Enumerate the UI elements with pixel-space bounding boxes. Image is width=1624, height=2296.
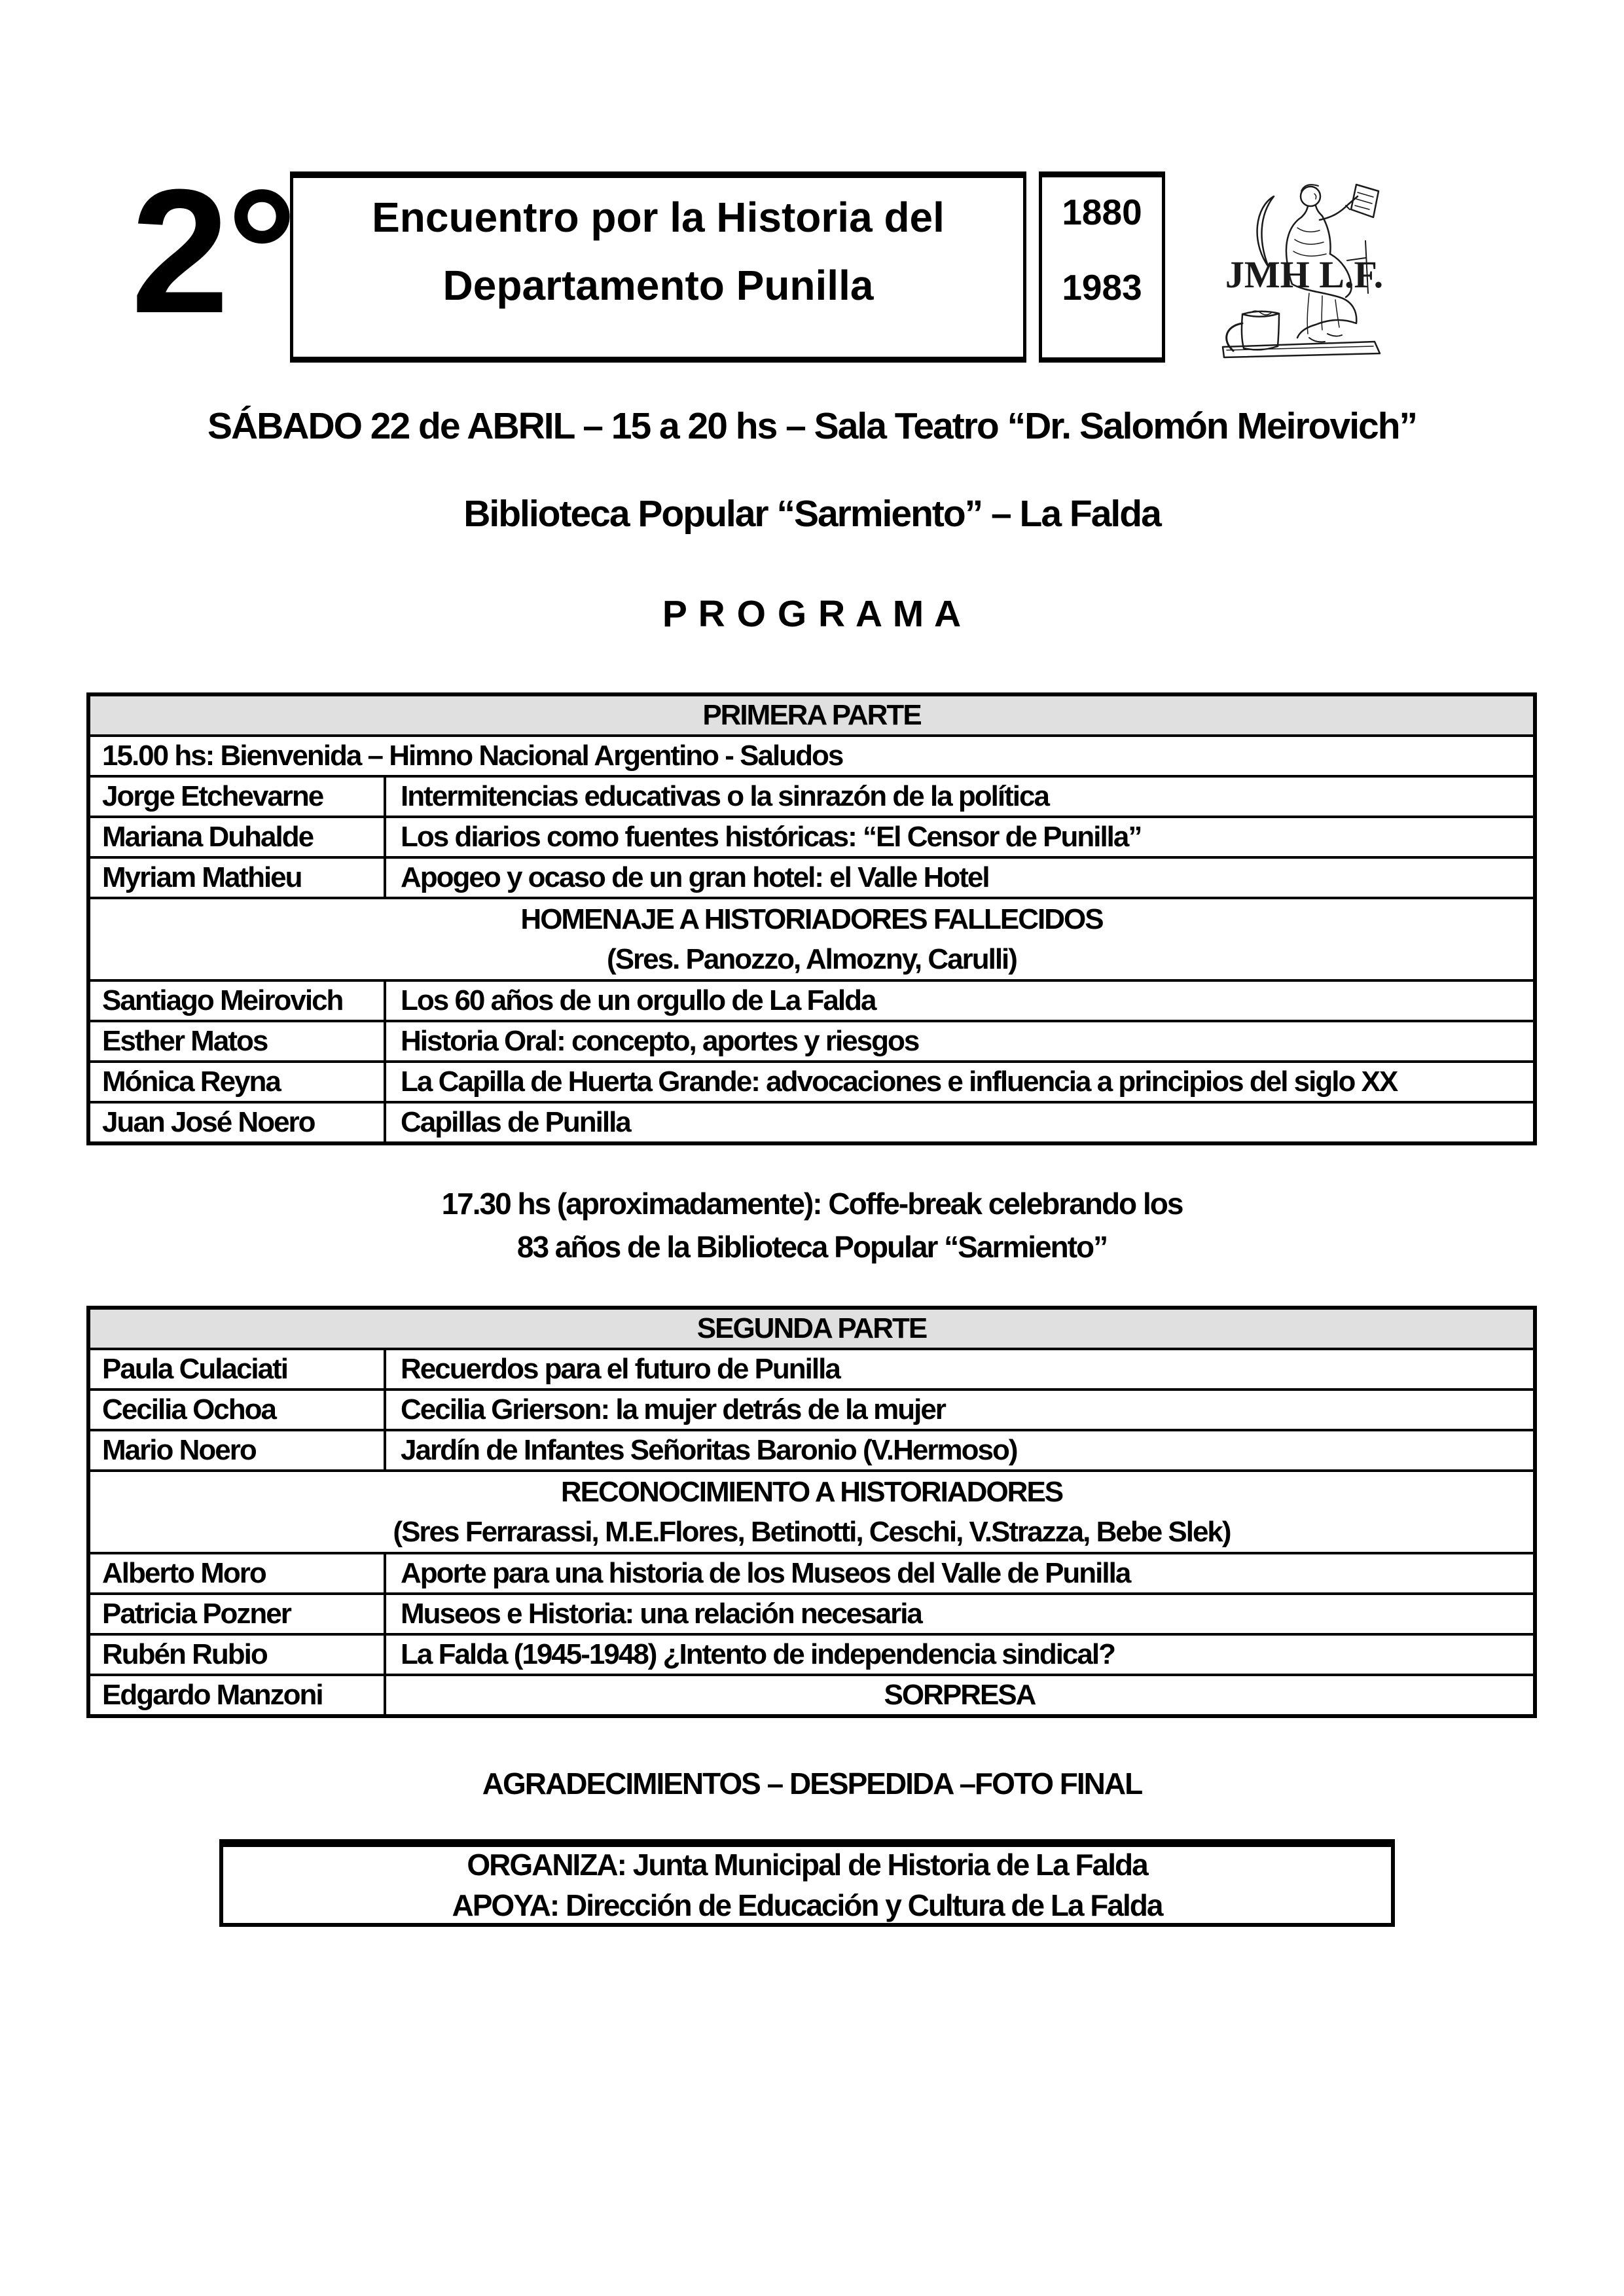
speaker-name: Santiago Meirovich bbox=[90, 982, 386, 1020]
coffee-break-line1: 17.30 hs (aproximadamente): Coffe-break celebrando los bbox=[441, 1187, 1183, 1221]
event-title-line1: Encuentro por la Historia del bbox=[372, 194, 945, 241]
speaker-name: Juan José Noero bbox=[90, 1103, 386, 1141]
talk-title: Apogeo y ocaso de un gran hotel: el Valle Hotel bbox=[401, 861, 989, 893]
table-row bbox=[90, 1391, 1533, 1431]
edition-number: 2° bbox=[131, 153, 295, 350]
table-row bbox=[90, 1636, 1533, 1676]
table-row bbox=[90, 818, 1533, 859]
talk-title: Aporte para una historia de los Museos del Valle de Punilla bbox=[401, 1557, 1130, 1589]
speaker-name: Mónica Reyna bbox=[90, 1063, 386, 1101]
table-row bbox=[90, 1554, 1533, 1595]
closing-line: AGRADECIMIENTOS – DESPEDIDA –FOTO FINAL bbox=[482, 1767, 1142, 1801]
section-heading-line2: (Sres. Panozzo, Almozny, Carulli) bbox=[607, 943, 1017, 975]
talk-title: Los diarios como fuentes históricas: “El Censor de Punilla” bbox=[401, 821, 1142, 853]
talk-title: Jardín de Infantes Señoritas Baronio (V.Hermoso) bbox=[401, 1434, 1017, 1466]
jmhlf-logo bbox=[1211, 162, 1398, 365]
speaker-name: Jorge Etchevarne bbox=[90, 778, 386, 816]
year-top: 1880 bbox=[1062, 192, 1142, 232]
table-row bbox=[90, 859, 1533, 899]
session-note: 15.00 hs: Bienvenida – Himno Nacional Argentino - Saludos bbox=[102, 740, 843, 772]
speaker-name: Mariana Duhalde bbox=[90, 818, 386, 856]
talk-title: Cecilia Grierson: la mujer detrás de la mujer bbox=[401, 1393, 945, 1426]
supporter-line: APOYA: Dirección de Educación y Cultura de La Falda bbox=[452, 1888, 1163, 1922]
speaker-name: Mario Noero bbox=[90, 1431, 386, 1469]
talk-title: La Capilla de Huerta Grande: advocaciones e influencia a principios del siglo XX bbox=[401, 1066, 1398, 1098]
section-heading bbox=[90, 899, 1533, 979]
organizer-box bbox=[219, 1839, 1395, 1927]
talk-title: Museos e Historia: una relación necesaria bbox=[401, 1598, 922, 1630]
table-row bbox=[90, 1103, 1533, 1141]
speaker-name: Edgardo Manzoni bbox=[90, 1676, 386, 1714]
table-row bbox=[90, 778, 1533, 818]
year-bottom: 1983 bbox=[1062, 267, 1142, 308]
organizer-line: ORGANIZA: Junta Municipal de Historia de La Falda bbox=[467, 1848, 1147, 1882]
table-body bbox=[90, 1350, 1533, 1714]
table-row bbox=[90, 1063, 1533, 1103]
years-box bbox=[1039, 171, 1165, 363]
program-table-second-part bbox=[86, 1306, 1537, 1718]
table-header-primera-parte: PRIMERA PARTE bbox=[90, 696, 1533, 737]
section-heading bbox=[90, 1472, 1533, 1552]
event-venue: Biblioteca Popular “Sarmiento” – La Falda bbox=[463, 493, 1161, 535]
table-row bbox=[90, 1022, 1533, 1063]
coffee-break-line2: 83 años de la Biblioteca Popular “Sarmiento” bbox=[516, 1230, 1108, 1264]
coffee-break-note bbox=[0, 1182, 1624, 1268]
event-date-location: SÁBADO 22 de ABRIL – 15 a 20 hs – Sala Teatro “Dr. Salomón Meirovich” bbox=[207, 405, 1417, 447]
table-header-segunda-parte: SEGUNDA PARTE bbox=[90, 1310, 1533, 1350]
talk-title: Los 60 años de un orgullo de La Falda bbox=[401, 984, 876, 1016]
talk-title: SORPRESA bbox=[884, 1679, 1036, 1711]
event-title-box bbox=[290, 171, 1026, 363]
talk-title: Capillas de Punilla bbox=[401, 1106, 630, 1138]
program-heading: P R O G R A M A bbox=[662, 593, 962, 635]
talk-title: La Falda (1945-1948) ¿Intento de independencia sindical? bbox=[401, 1638, 1115, 1670]
talk-title: Intermitencias educativas o la sinrazón de la política bbox=[401, 780, 1049, 812]
table-row bbox=[90, 899, 1533, 982]
program-table-first-part bbox=[86, 692, 1537, 1145]
section-heading-line1: HOMENAJE A HISTORIADORES FALLECIDOS bbox=[520, 903, 1103, 935]
section-heading-line2: (Sres Ferrarassi, M.E.Flores, Betinotti, Ceschi, V.Strazza, Bebe Slek) bbox=[393, 1516, 1231, 1548]
speaker-name: Paula Culaciati bbox=[90, 1350, 386, 1388]
speaker-name: Rubén Rubio bbox=[90, 1636, 386, 1674]
section-heading-line1: RECONOCIMIENTO A HISTORIADORES bbox=[560, 1476, 1063, 1508]
speaker-name: Alberto Moro bbox=[90, 1554, 386, 1592]
table-row bbox=[90, 1350, 1533, 1391]
table-row bbox=[90, 1431, 1533, 1472]
speaker-name: Cecilia Ochoa bbox=[90, 1391, 386, 1429]
table-body bbox=[90, 737, 1533, 1141]
logo-acronym: JMH L.F. bbox=[1225, 253, 1384, 296]
table-row bbox=[90, 1676, 1533, 1714]
table-row bbox=[90, 737, 1533, 778]
speaker-name: Myriam Mathieu bbox=[90, 859, 386, 897]
table-row bbox=[90, 1472, 1533, 1554]
table-row bbox=[90, 1595, 1533, 1636]
speaker-name: Patricia Pozner bbox=[90, 1595, 386, 1633]
speaker-name: Esther Matos bbox=[90, 1022, 386, 1060]
event-title-line2: Departamento Punilla bbox=[442, 262, 874, 309]
talk-title: Historia Oral: concepto, aportes y riesgos bbox=[401, 1025, 919, 1057]
table-row bbox=[90, 982, 1533, 1022]
talk-title: Recuerdos para el futuro de Punilla bbox=[401, 1353, 840, 1385]
